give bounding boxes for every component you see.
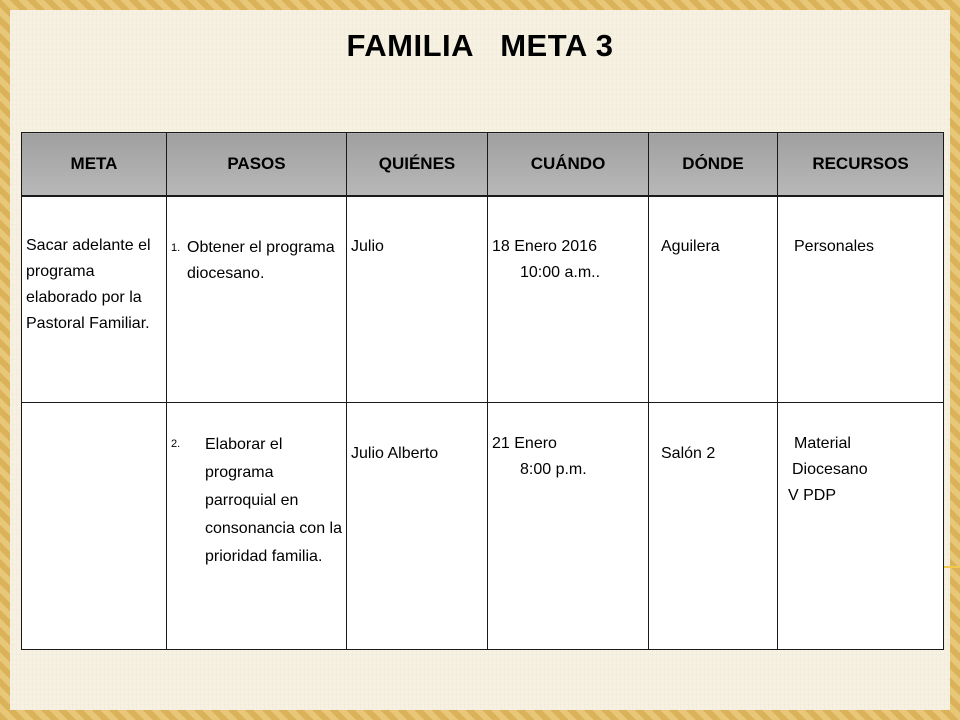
header-recursos: RECURSOS <box>778 133 944 197</box>
recursos-value: Personales <box>794 238 875 255</box>
cuando-cell <box>488 196 649 403</box>
cuando-time: 8:00 p.m. <box>520 461 587 479</box>
recursos-line: V PDP <box>788 487 837 505</box>
donde-cell <box>649 196 778 403</box>
donde-cell <box>649 403 778 650</box>
recursos-cell <box>778 403 944 650</box>
quienes-cell: Julio <box>347 196 488 403</box>
step-number: 1. <box>171 242 181 254</box>
step-cell <box>167 403 347 650</box>
header-row <box>22 133 944 197</box>
step-item <box>171 431 344 571</box>
step-text: Obtener el programa diocesano. <box>187 239 335 282</box>
quienes-value: Julio Alberto <box>351 445 439 463</box>
table-row <box>22 403 944 650</box>
cuando-time: 10:00 a.m.. <box>520 264 601 281</box>
meta-cell <box>22 403 167 650</box>
cuando-date: 18 Enero 2016 <box>492 238 597 255</box>
step-cell <box>167 196 347 403</box>
recursos-line: Material <box>794 435 851 453</box>
header-pasos: PASOS <box>167 133 347 197</box>
meta-cell: Sacar adelante el programa elaborado por la Pastoral Familiar. <box>22 196 167 403</box>
plan-table <box>21 132 944 650</box>
slide-title: FAMILIA META 3 <box>346 28 614 63</box>
header-cuando: CUÁNDO <box>488 133 649 197</box>
donde-value: Aguilera <box>661 238 720 255</box>
cuando-cell <box>488 403 649 650</box>
header-donde: DÓNDE <box>649 133 778 197</box>
step-item <box>171 235 344 287</box>
donde-value: Salón 2 <box>661 445 716 463</box>
quienes-cell <box>347 403 488 650</box>
cuando-date: 21 Enero <box>492 435 557 453</box>
recursos-line: Diocesano <box>792 461 868 479</box>
table-row <box>22 196 944 403</box>
step-number: 2. <box>171 438 181 451</box>
accent-line <box>942 566 960 568</box>
recursos-cell <box>778 196 944 403</box>
header-meta: META <box>22 133 167 197</box>
header-quienes: QUIÉNES <box>347 133 488 197</box>
step-text: Elaborar el programa parroquial en consonancia con la prioridad familia. <box>205 436 342 566</box>
